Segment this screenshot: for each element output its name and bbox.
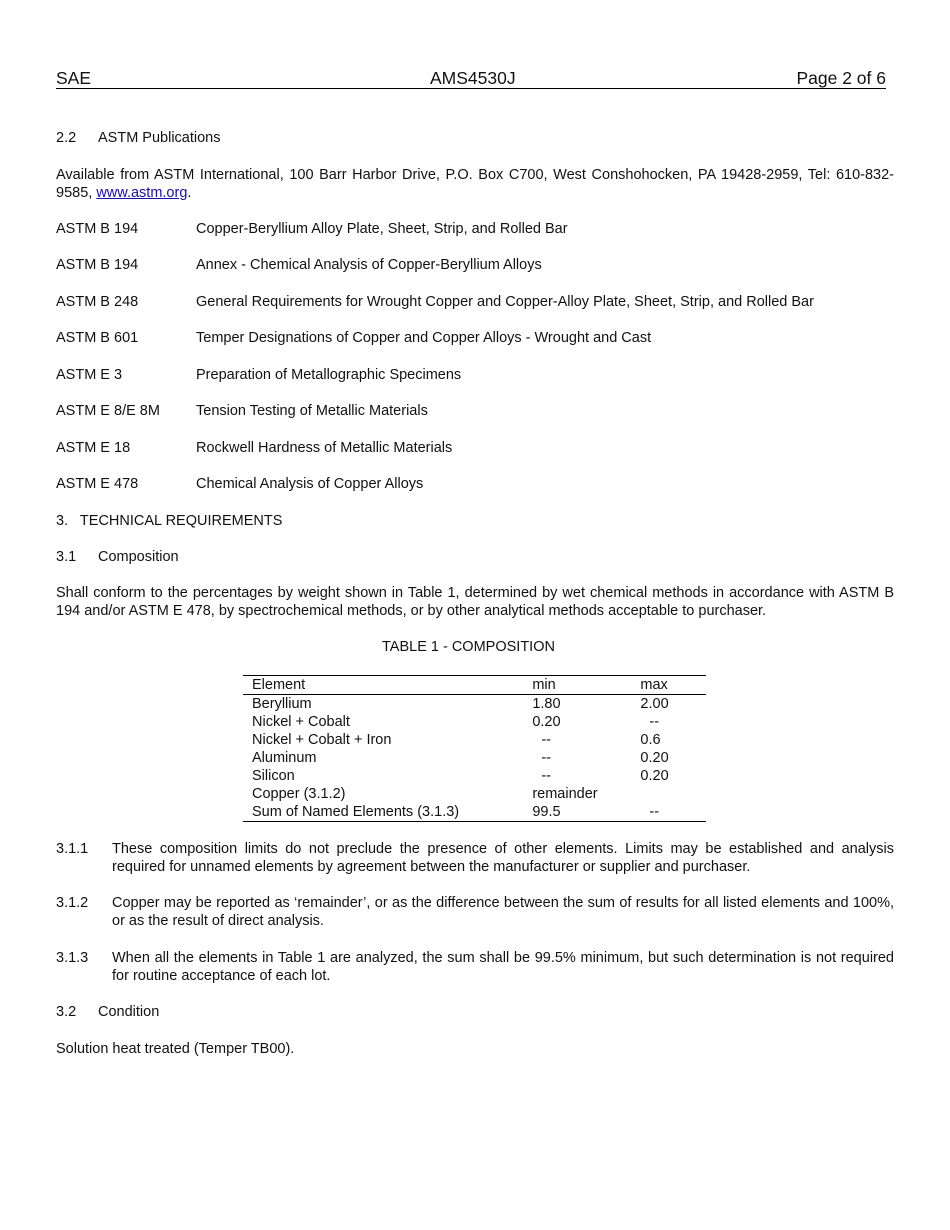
reference-code: ASTM E 18 — [56, 440, 131, 456]
reference-code: ASTM E 478 — [56, 476, 139, 492]
header-doc-number: AMS4530J — [430, 68, 516, 88]
table-header-row — [243, 676, 706, 695]
cell-element: Beryllium — [252, 696, 312, 712]
composition-table — [243, 675, 706, 822]
header-element: Element — [252, 677, 306, 693]
cell-max: 2.00 — [640, 696, 669, 712]
reference-title: General Requirements for Wrought Copper and Copper-Alloy Plate, Sheet, Strip, and Rolled Bar — [196, 294, 814, 310]
table-row — [243, 713, 706, 731]
table-row — [243, 767, 706, 785]
subsection-number: 3.1.1 — [56, 841, 89, 857]
header-page-number: Page 2 of 6 — [796, 68, 886, 88]
table-row — [243, 749, 706, 767]
subsection-text: When all the elements in Table 1 are analyzed, the sum shall be 99.5% minimum, but such determination is not required for routine acceptance of each lot. — [112, 950, 894, 984]
reference-title: Annex - Chemical Analysis of Copper-Beryllium Alloys — [196, 257, 542, 273]
section-2-2-heading — [56, 129, 221, 147]
section-3-2-heading — [56, 1003, 159, 1021]
reference-item — [56, 220, 568, 238]
cell-element: Copper (3.1.2) — [252, 786, 346, 802]
reference-item — [56, 256, 542, 274]
subsection-number: 3.1.2 — [56, 895, 89, 911]
availability-text: Available from ASTM International, 100 Barr Harbor Drive, P.O. Box C700, West Conshohocken, PA 19428-2959, Tel: 610-832-9585, — [56, 167, 894, 201]
cell-min: remainder — [532, 786, 598, 802]
reference-code: ASTM B 194 — [56, 257, 139, 273]
subsection-3-1-1 — [56, 840, 894, 876]
subsection-text: Copper may be reported as ‘remainder’, or as the difference between the sum of results for all listed elements and 100%, or as the result of direct analysis. — [112, 895, 894, 929]
header-org: SAE — [56, 68, 92, 88]
reference-title: Chemical Analysis of Copper Alloys — [196, 476, 424, 492]
cell-max: 0.20 — [640, 750, 669, 766]
cell-min: -- — [541, 768, 551, 784]
section-3-1-heading — [56, 548, 179, 566]
subsection-3-1-3 — [56, 949, 894, 985]
reference-title: Rockwell Hardness of Metallic Materials — [196, 440, 453, 456]
cell-min: 99.5 — [532, 804, 561, 820]
reference-code: ASTM B 194 — [56, 221, 139, 237]
cell-element: Sum of Named Elements (3.1.3) — [252, 804, 460, 820]
subsection-3-1-2 — [56, 894, 894, 930]
availability-paragraph — [56, 166, 894, 202]
astm-website-link[interactable]: www.astm.org — [96, 185, 188, 201]
cell-min: -- — [541, 750, 551, 766]
cell-element: Silicon — [252, 768, 295, 784]
section-title: Condition — [98, 1004, 160, 1020]
composition-paragraph: Shall conform to the percentages by weight shown in Table 1, determined by wet chemical methods in accordance with ASTM B 194 and/or ASTM E 478, by spectrochemical methods, or by other analytical methods acceptable to purchaser. — [56, 585, 894, 619]
section-title: Composition — [98, 549, 179, 565]
reference-title: Temper Designations of Copper and Copper Alloys - Wrought and Cast — [196, 330, 652, 346]
reference-code: ASTM B 601 — [56, 330, 139, 346]
availability-end: . — [187, 185, 192, 201]
subsection-number: 3.1.3 — [56, 950, 89, 966]
cell-min: 0.20 — [532, 714, 561, 730]
cell-element: Nickel + Cobalt + Iron — [252, 732, 392, 748]
reference-item — [56, 439, 452, 457]
reference-item — [56, 293, 814, 311]
cell-element: Nickel + Cobalt — [252, 714, 350, 730]
reference-title: Copper-Beryllium Alloy Plate, Sheet, Strip, and Rolled Bar — [196, 221, 568, 237]
header-min: min — [532, 677, 556, 693]
section-number: 3.2 — [56, 1004, 77, 1020]
reference-title: Tension Testing of Metallic Materials — [196, 403, 428, 419]
subsection-text: These composition limits do not preclude the presence of other elements. Limits may be established and analysis required for unnamed elements by agreement between the manufacturer or supplier and purchaser. — [112, 841, 894, 875]
condition-text: Solution heat treated (Temper TB00). — [56, 1041, 295, 1057]
reference-item — [56, 402, 428, 420]
table-row — [243, 803, 706, 822]
section-number: 2.2 — [56, 130, 77, 146]
section-number: 3.1 — [56, 549, 77, 565]
cell-min: -- — [541, 732, 551, 748]
page-header — [56, 68, 886, 89]
section-3-heading: 3. TECHNICAL REQUIREMENTS — [56, 513, 283, 529]
table-row — [243, 695, 706, 714]
reference-code: ASTM E 8/E 8M — [56, 403, 160, 419]
reference-item — [56, 366, 461, 384]
reference-item — [56, 475, 423, 493]
table-row — [243, 731, 706, 749]
section-title: ASTM Publications — [98, 130, 221, 146]
cell-min: 1.80 — [532, 696, 561, 712]
header-max: max — [640, 677, 668, 693]
reference-code: ASTM B 248 — [56, 294, 139, 310]
cell-max: 0.6 — [640, 732, 661, 748]
cell-max: 0.20 — [640, 768, 669, 784]
cell-max: -- — [649, 804, 660, 820]
cell-element: Aluminum — [252, 750, 317, 766]
reference-item — [56, 329, 651, 347]
table-caption: TABLE 1 - COMPOSITION — [382, 639, 555, 655]
table-row — [243, 785, 706, 803]
cell-max — [640, 785, 706, 803]
cell-max: -- — [649, 714, 660, 730]
reference-code: ASTM E 3 — [56, 367, 123, 383]
reference-title: Preparation of Metallographic Specimens — [196, 367, 462, 383]
